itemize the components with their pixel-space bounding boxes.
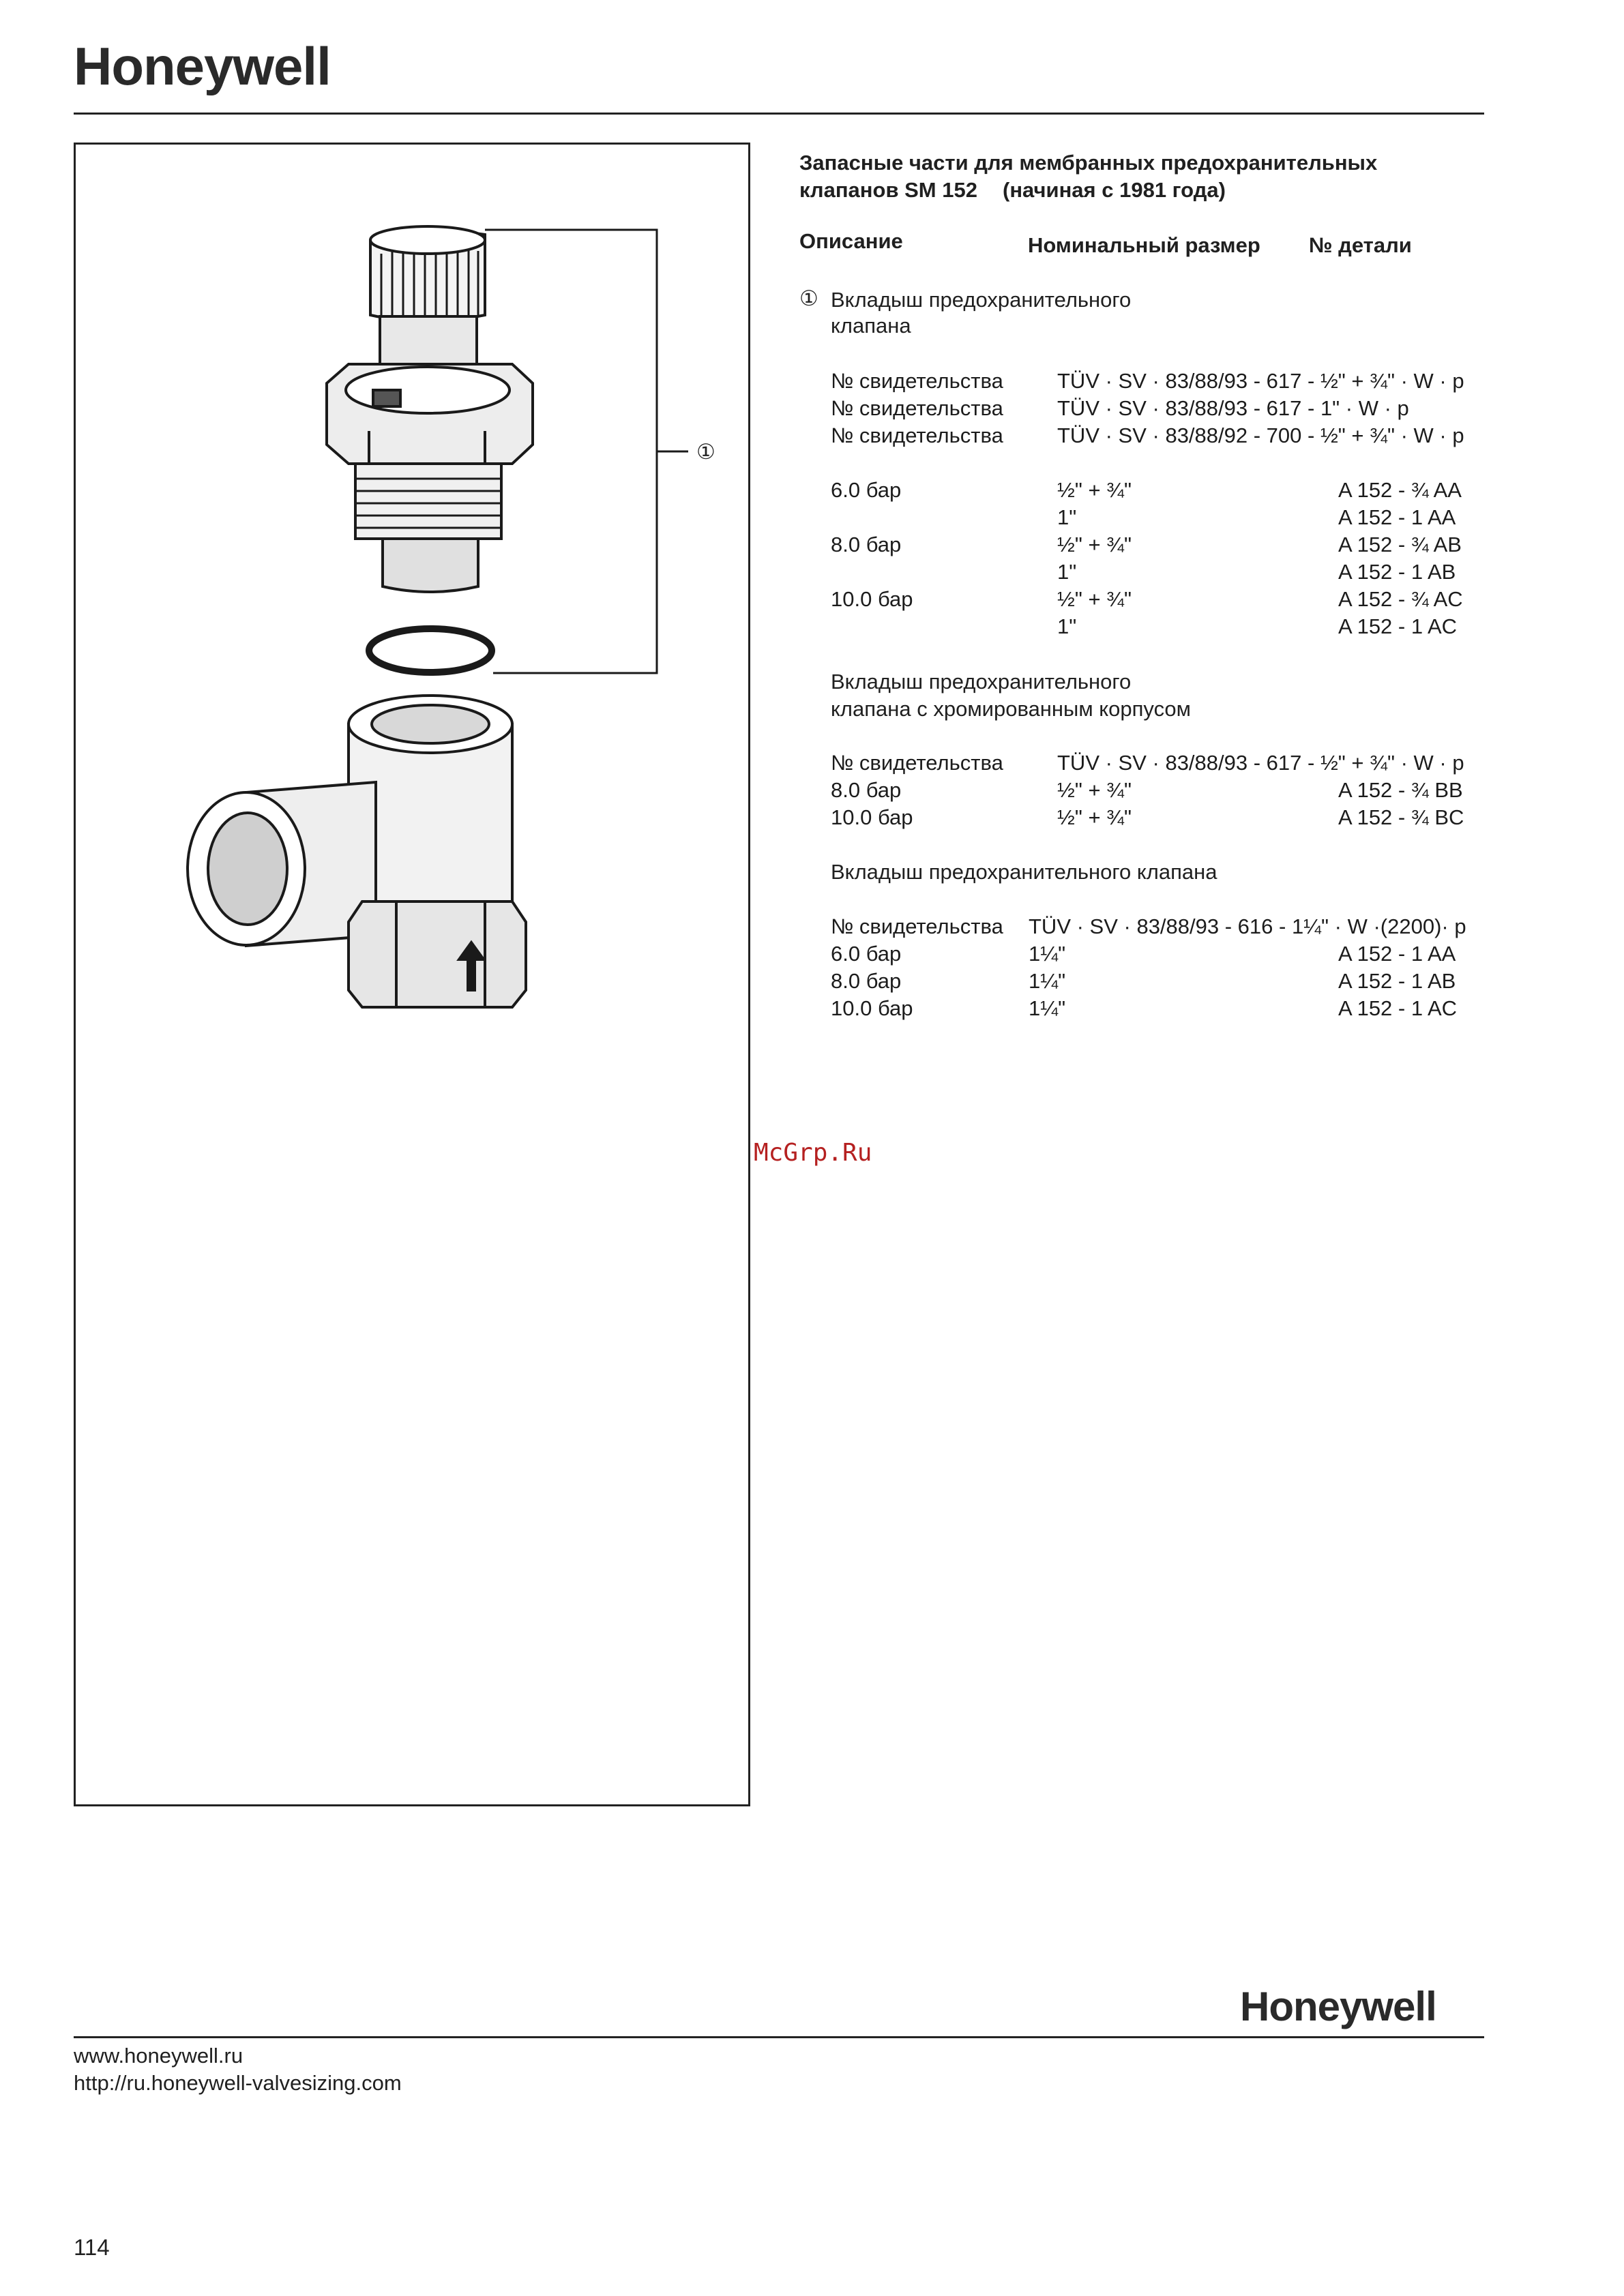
size-cell: 1¼" bbox=[1029, 969, 1066, 993]
table-row bbox=[831, 586, 1513, 613]
part-cell: A 152 - 1 AA bbox=[1338, 942, 1456, 966]
footer-logo: Honeywell bbox=[1240, 1984, 1436, 2029]
section3-cert-row bbox=[831, 913, 1513, 940]
table-row bbox=[831, 504, 1513, 531]
size-cell: 1" bbox=[1057, 560, 1077, 584]
cert-value: TÜV · SV · 83/88/93 - 617 - ½" + ¾" · W · p bbox=[1057, 369, 1464, 393]
table-row bbox=[831, 558, 1513, 586]
table-row bbox=[831, 940, 1513, 968]
title-line-2a: клапанов SM 152 bbox=[799, 178, 977, 202]
section1-cert-row bbox=[831, 422, 1513, 449]
table-row bbox=[831, 995, 1513, 1022]
part-cell: A 152 - 1 AB bbox=[1338, 560, 1456, 584]
pressure-cell: 8.0 бар bbox=[831, 969, 902, 993]
table-row bbox=[831, 804, 1513, 831]
size-cell: ½" + ¾" bbox=[1057, 478, 1132, 502]
section1-cert-row bbox=[831, 395, 1513, 422]
section1-cert-row bbox=[831, 368, 1513, 395]
part-cell: A 152 - 1 AC bbox=[1338, 996, 1458, 1020]
pressure-cell: 10.0 бар bbox=[831, 587, 913, 611]
part-cell: A 152 - ¾ BB bbox=[1338, 778, 1463, 802]
size-cell: 1" bbox=[1057, 614, 1077, 638]
table-row bbox=[831, 613, 1513, 640]
figure-callout: ① bbox=[696, 440, 715, 464]
pressure-cell: 8.0 бар bbox=[831, 778, 902, 802]
title-line-1: Запасные части для мембранных предохранительных bbox=[799, 151, 1378, 175]
cert-value: TÜV · SV · 83/88/92 - 700 - ½" + ¾" · W · p bbox=[1057, 423, 1464, 447]
pressure-cell: 8.0 бар bbox=[831, 533, 902, 556]
part-cell: A 152 - ¾ AA bbox=[1338, 478, 1462, 502]
section2-title-1: Вкладыш предохранительного bbox=[831, 670, 1132, 694]
size-cell: 1" bbox=[1057, 505, 1077, 529]
pressure-cell: 6.0 бар bbox=[831, 478, 902, 502]
cert-value: TÜV · SV · 83/88/93 - 617 - 1" · W · p bbox=[1057, 396, 1409, 420]
section1-marker: ① bbox=[799, 286, 818, 310]
col-header-part: № детали bbox=[1309, 233, 1412, 257]
table-row bbox=[831, 531, 1513, 558]
footer-url-2[interactable]: http://ru.honeywell-valvesizing.com bbox=[74, 2071, 402, 2095]
header-logo: Honeywell bbox=[74, 36, 331, 96]
part-cell: A 152 - 1 AC bbox=[1338, 614, 1458, 638]
watermark-text: McGrp.Ru bbox=[754, 1139, 872, 1167]
footer-url-1[interactable]: www.honeywell.ru bbox=[74, 2044, 243, 2068]
footer-rule bbox=[74, 2036, 1484, 2038]
size-cell: 1¼" bbox=[1029, 942, 1066, 966]
section1-title-1: Вкладыш предохранительного bbox=[831, 288, 1132, 312]
size-cell: ½" + ¾" bbox=[1057, 805, 1132, 829]
parts-list bbox=[799, 0, 1481, 1057]
section2-title-2: клапана с хромированным корпусом bbox=[831, 697, 1191, 721]
col-header-size: Номинальный размер bbox=[1028, 233, 1260, 257]
section3-title: Вкладыш предохранительного клапана bbox=[831, 860, 1217, 884]
table-row bbox=[831, 777, 1513, 804]
part-cell: A 152 - ¾ AB bbox=[1338, 533, 1462, 556]
size-cell: 1¼" bbox=[1029, 996, 1066, 1020]
pressure-cell: 10.0 бар bbox=[831, 805, 913, 829]
part-cell: A 152 - ¾ BC bbox=[1338, 805, 1464, 829]
part-cell: A 152 - 1 AA bbox=[1338, 505, 1456, 529]
cert-value: TÜV · SV · 83/88/93 - 616 - 1¼" · W ·(2200)· p bbox=[1029, 914, 1466, 938]
cert-label: № свидетельства bbox=[831, 396, 1003, 420]
section1-title-2: клапана bbox=[831, 314, 911, 338]
table-row bbox=[831, 968, 1513, 995]
pressure-cell: 10.0 бар bbox=[831, 996, 913, 1020]
figure-box bbox=[74, 143, 750, 1806]
table-row bbox=[831, 477, 1513, 504]
cert-label: № свидетельства bbox=[831, 914, 1003, 938]
cert-label: № свидетельства bbox=[831, 751, 1003, 775]
page-number: 114 bbox=[74, 2235, 110, 2260]
cert-label: № свидетельства bbox=[831, 423, 1003, 447]
size-cell: ½" + ¾" bbox=[1057, 587, 1132, 611]
cert-value: TÜV · SV · 83/88/93 - 617 - ½" + ¾" · W · p bbox=[1057, 751, 1464, 775]
size-cell: ½" + ¾" bbox=[1057, 778, 1132, 802]
section2-cert-row bbox=[831, 749, 1513, 777]
cert-label: № свидетельства bbox=[831, 369, 1003, 393]
title-line-2b: (начиная с 1981 года) bbox=[1003, 178, 1226, 202]
col-header-description: Описание bbox=[799, 229, 903, 253]
valve-illustration bbox=[76, 145, 748, 1804]
size-cell: ½" + ¾" bbox=[1057, 533, 1132, 556]
part-cell: A 152 - 1 AB bbox=[1338, 969, 1456, 993]
pressure-cell: 6.0 бар bbox=[831, 942, 902, 966]
part-cell: A 152 - ¾ AC bbox=[1338, 587, 1463, 611]
